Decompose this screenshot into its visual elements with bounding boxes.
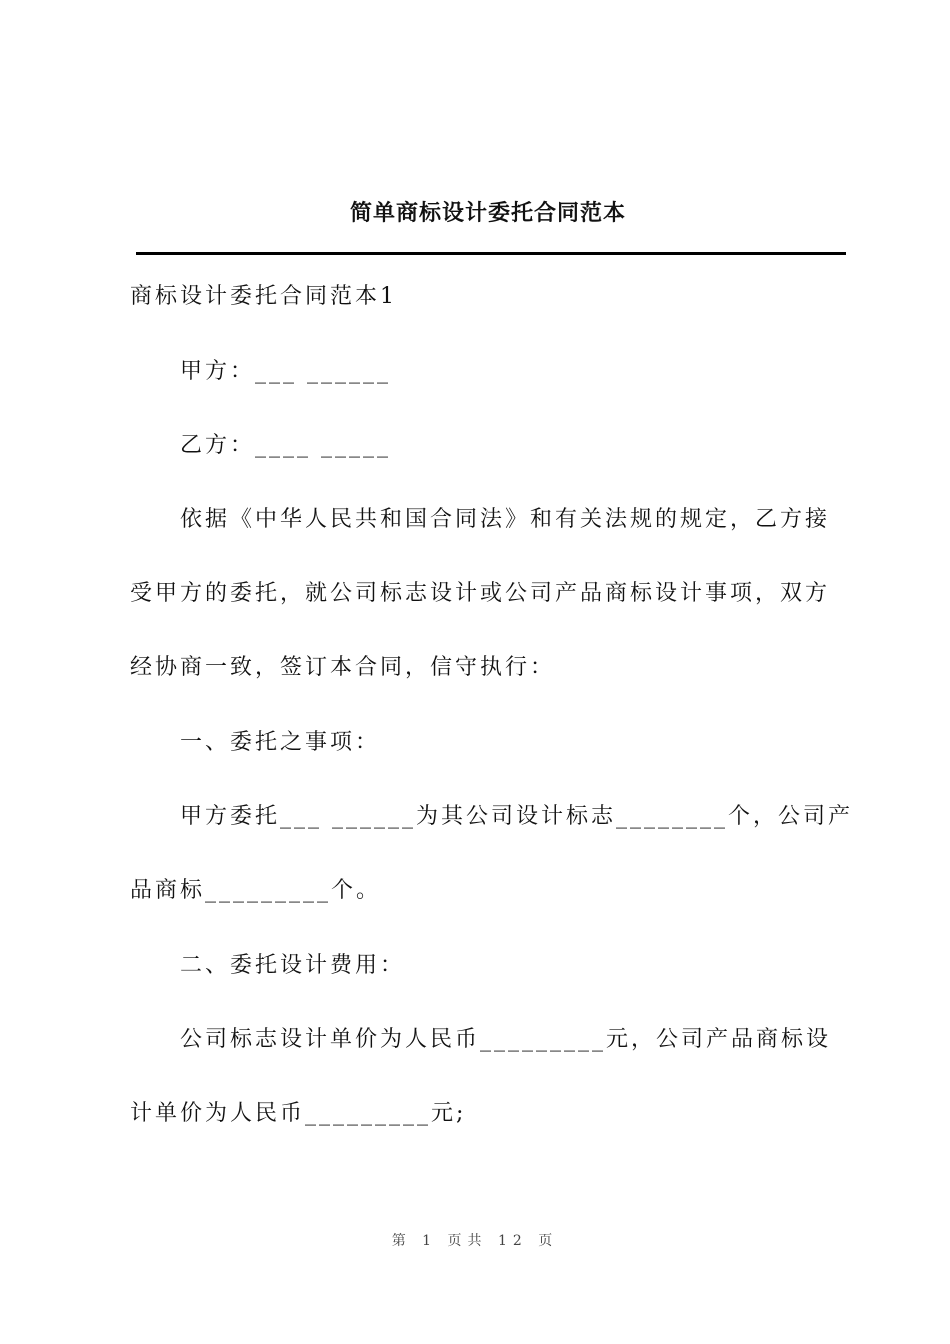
clause-1-heading: 一、委托之事项： [180, 730, 381, 755]
party-a-line: 甲方：___ ______ [180, 359, 391, 384]
clause-2-line-2: 计单价为人民币_________元; [130, 1101, 467, 1126]
preamble-line-3: 经协商一致，签订本合同，信守执行： [130, 655, 556, 680]
preamble-line-2: 受甲方的委托，就公司标志设计或公司产品商标设计事项，双方 [130, 581, 831, 606]
clause-2-line-1: 公司标志设计单价为人民币_________元，公司产品商标设 [180, 1027, 832, 1052]
clause-2-heading: 二、委托设计费用： [180, 953, 406, 978]
preamble-line-1: 依据《中华人民共和国合同法》和有关法规的规定，乙方接 [180, 507, 831, 532]
document-title: 简单商标设计委托合同范本 [349, 201, 626, 226]
page-number-footer: 第 1 页共 12 页 [391, 1233, 559, 1249]
clause-1-line-1: 甲方委托___ ______为其公司设计标志________个，公司产 [180, 804, 853, 829]
clause-1-line-2: 品商标_________个。 [130, 878, 382, 903]
party-b-line: 乙方：____ _____ [180, 433, 391, 458]
title-divider [136, 252, 846, 255]
section-heading: 商标设计委托合同范本1 [130, 284, 397, 309]
